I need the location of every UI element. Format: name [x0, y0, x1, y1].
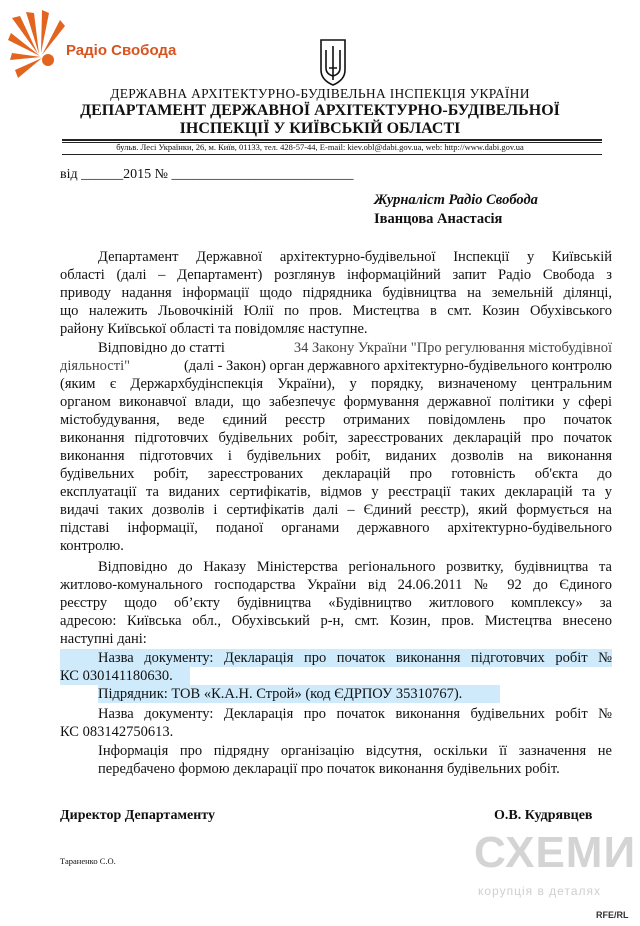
recipient-name: Іванцова Анастасія: [374, 211, 503, 227]
recipient-title: Журналіст Радіо Свобода: [374, 192, 538, 208]
date-number-line: від ______2015 № __________________________: [60, 167, 354, 182]
header-rule: [62, 139, 602, 141]
body-line: виконання підготовчих будівельних робіт, зареєстрованих декларацій про початок: [60, 430, 612, 446]
logo-wordmark: Радіо Свобода: [66, 42, 177, 59]
highlighted-contractor: Підрядник: ТОВ «К.А.Н. Строй» (код ЄДРПОУ 35310767).: [98, 685, 500, 703]
trident-coat-of-arms-icon: [318, 38, 348, 86]
body-line: контролю.: [60, 538, 124, 554]
highlighted-document-record: Назва документу: Декларація про початок виконання підготовчих робіт №: [60, 649, 612, 667]
signatory-title: Директор Департаменту: [60, 808, 215, 823]
department-name-line1: ДЕПАРТАМЕНТ ДЕРЖАВНОЇ АРХІТЕКТУРНО-БУДІВЕЛЬНОЇ: [80, 102, 560, 119]
body-line: Департамент Державної архітектурно-будівельної Інспекції у Київській: [98, 249, 612, 265]
body-line: КС 083142750613.: [60, 724, 174, 740]
header-rule: [62, 154, 602, 155]
body-line: передбачено формою декларації про початок виконання будівельних робіт.: [98, 761, 560, 777]
body-line: містобудування, веде єдиний реєстр отриманих повідомлень про початок: [60, 412, 612, 428]
body-line: Відповідно до Наказу Міністерства регіонального розвитку, будівництва та: [98, 559, 612, 575]
body-line: експлуатації та виданих сертифікатів, відмов у реєстрації таких декларацій та у: [60, 484, 612, 500]
body-line: адресою: Київська обл., Обухівський р-н, смт. Козин, пров. Мистецтва внесено: [60, 613, 612, 629]
body-line: [60, 357, 612, 375]
law-reference: 34 Закону України "Про регулювання містобудівної: [293, 340, 612, 356]
highlighted-document-number: КС 030141180630.: [60, 667, 190, 685]
body-line: Інформація про підрядну організацію відсутня, оскільки її зазначення не: [98, 743, 612, 759]
body-line: підставі інформації, поданої органами державного архітектурно-будівельного: [60, 520, 612, 536]
body-text: Відповідно до статті: [98, 340, 229, 356]
body-line: органом виконавчої влади, що забезпечує формування державної політики у сфері: [60, 394, 612, 410]
department-address: бульв. Лесі Українки, 26, м. Київ, 01133, тел. 428-57-44, E-mail: kiev.obl@dabi.gov.ua, web: http://www.dabi.gov.ua: [116, 142, 524, 152]
rferl-source-tag: RFE/RL: [596, 910, 629, 920]
body-line: видачі таких дозволів і сертифікатів далі – Єдиний реєстр), який формується на: [60, 502, 612, 518]
body-line: будівельних робіт, зареєстрованих декларацій про готовність об'єкта до: [60, 466, 612, 482]
schemes-watermark: СХЕМИ: [474, 828, 637, 877]
law-reference: діяльності": [60, 358, 131, 374]
body-line: наступні дані:: [60, 631, 147, 647]
body-line: області (далі – Департамент) розглянув інформаційний запит Радіо Свобода з: [60, 267, 612, 283]
body-line: виконання підготовчих і будівельних робіт, виданих дозволів на виконання: [60, 448, 612, 464]
body-line: [98, 339, 612, 357]
body-line: Назва документу: Декларація про початок виконання будівельних робіт №: [98, 706, 612, 722]
agency-name: ДЕРЖАВНА АРХІТЕКТУРНО-БУДІВЕЛЬНА ІНСПЕКЦІЯ УКРАЇНИ: [110, 86, 530, 101]
body-line: приводу надання інформації щодо підрядника будівництва на земельній ділянці,: [60, 285, 612, 301]
body-line: житлово-комунального господарства України від 24.06.2011 № 92 до Єдиного: [60, 577, 612, 593]
body-text: (далі - Закон) орган державного архітектурно-будівельного контролю: [180, 358, 612, 374]
executor-name: Тараненко С.О.: [60, 856, 116, 866]
schemes-watermark-subtitle: корупція в деталях: [478, 884, 601, 898]
body-line: реєстру щодо об’єкту будівництва «Будівництво житлового комплексу» за: [60, 595, 612, 611]
signatory-name: О.В. Кудрявцев: [494, 808, 593, 823]
body-line: (яким є Держархбудінспекція України), у порядку, визначеному центральним: [60, 376, 612, 392]
department-name-line2: ІНСПЕКЦІЇ У КИЇВСЬКІЙ ОБЛАСТІ: [179, 120, 461, 137]
body-line: що належить Льовочкіній Юлії по пров. Мистецтва в смт. Козин Обухівського: [60, 303, 612, 319]
body-line: району Київської області та повідомляє наступне.: [60, 321, 368, 337]
